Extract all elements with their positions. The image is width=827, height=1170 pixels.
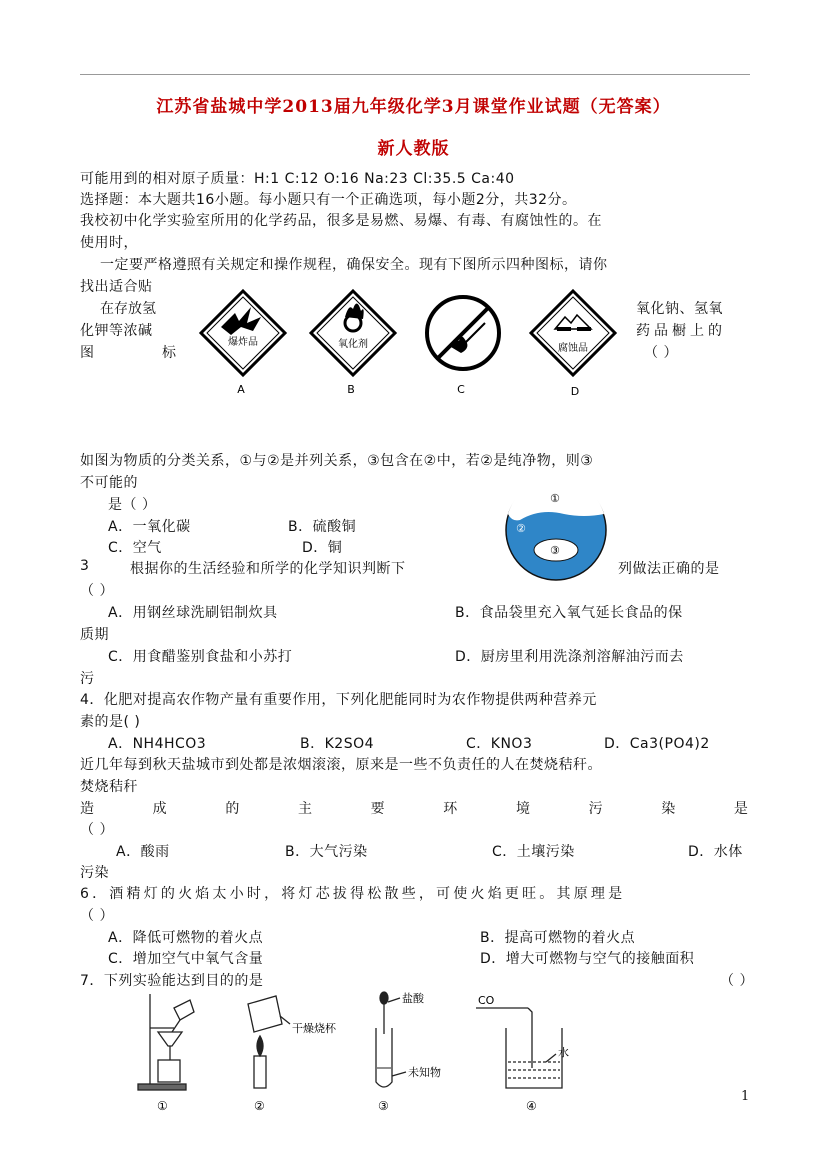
fig1-filtration	[138, 994, 194, 1090]
svg-text:腐蚀品: 腐蚀品	[558, 343, 588, 354]
q5-line2: 焚烧秸秆	[80, 779, 138, 795]
corrosive-sign	[531, 291, 615, 375]
q3-option-d-cont: 污	[80, 671, 95, 687]
svg-text:①: ①	[550, 492, 560, 505]
page-number: 1	[741, 1089, 750, 1104]
sign-letter-b: B	[347, 383, 355, 396]
page-title: 江苏省盐城中学2013届九年级化学3月课堂作业试题（无答案）	[156, 97, 671, 117]
explosive-sign	[201, 291, 285, 375]
label-co: CO	[478, 994, 495, 1007]
sign-letter-d: D	[570, 385, 580, 398]
fig-num-1: ①	[157, 1099, 168, 1113]
sign-letter-a: A	[237, 383, 245, 396]
fig-num-4: ④	[526, 1099, 537, 1113]
svg-text:爆炸品: 爆炸品	[228, 337, 258, 348]
q1-line1: 我校初中化学实验室所用的化学药品，很多是易燃、易爆、有毒、有腐蚀性的。在	[80, 213, 602, 229]
q1-paren: （ ）	[644, 345, 678, 361]
q3-option-a: A．用钢丝球洗刷铝制炊具	[108, 605, 278, 621]
label-dry-beaker: 干燥烧杯	[292, 1022, 336, 1035]
page-subtitle: 新人教版	[377, 139, 450, 159]
fig-num-2: ②	[254, 1099, 265, 1113]
experiment-figures	[130, 988, 590, 1116]
q2-line1: 如图为物质的分类关系，①与②是并列关系，③包含在②中，若②是纯净物，则③	[80, 453, 594, 469]
q6-option-c: C．增加空气中氧气含量	[108, 951, 264, 967]
q2-option-d: D．铜	[302, 540, 343, 556]
q5-option-c: C．土壤污染	[492, 844, 575, 860]
fig2-candle	[248, 996, 290, 1088]
q5-paren: （ ）	[80, 822, 114, 838]
q3-option-d: D．厨房里利用洗涤剂溶解油污而去	[455, 649, 684, 665]
svg-text:氧化剂: 氧化剂	[338, 339, 368, 350]
sign-letter-c: C	[457, 383, 465, 396]
q3-option-c: C．用食醋鉴别食盐和小苏打	[108, 649, 293, 665]
classification-diagram	[500, 478, 612, 582]
q5-line3: 造 成 的 主 要 环 境 污 染 是	[80, 801, 748, 817]
q6-option-b: B．提高可燃物的着火点	[480, 930, 636, 946]
fig4-co-water	[476, 1008, 562, 1088]
q1-left-2: 化钾等浓碱	[80, 323, 153, 339]
label-hydrochloric-acid: 盐酸	[402, 992, 424, 1005]
q6-paren: （ ）	[80, 908, 114, 924]
q1-left-3: 图 标	[80, 345, 176, 361]
q6-line1: 6．酒精灯的火焰太小时，将灯芯拔得松散些，可使火焰更旺。其原理是	[80, 886, 626, 902]
svg-text:③: ③	[550, 544, 560, 557]
q4-option-b: B．K2SO4	[300, 736, 375, 752]
q1-left-1: 在存放氢	[100, 301, 156, 317]
q5-line1: 近几年每到秋天盐城市到处都是浓烟滚滚，原来是一些不负责任的人在焚烧秸秆。	[80, 757, 602, 773]
q7-paren: （ ）	[720, 973, 754, 989]
header-rule	[80, 74, 750, 75]
q1-right-1: 氧化钠、氢氧	[636, 301, 723, 317]
svg-text:②: ②	[516, 522, 526, 535]
q2-option-c: C．空气	[108, 540, 162, 556]
q3-stem-right: 列做法正确的是	[618, 561, 720, 577]
q2-line2: 不可能的	[80, 475, 138, 491]
q4-option-a: A．NH4HCO3	[108, 736, 207, 752]
q4-line1: 4．化肥对提高农作物产量有重要作用，下列化肥能同时为农作物提供两种营养元	[80, 692, 597, 708]
atomic-masses: 可能用到的相对原子质量：H:1 C:12 O:16 Na:23 Cl:35.5 Ca:40	[80, 171, 515, 187]
q1-line2: 使用时，	[80, 235, 138, 251]
q6-option-d: D．增大可燃物与空气的接触面积	[480, 951, 695, 967]
q2-option-b: B．硫酸铜	[288, 519, 357, 535]
q3-option-b: B．食品袋里充入氧气延长食品的保	[455, 605, 683, 621]
q3-stem-left: 根据你的生活经验和所学的化学知识判断下	[130, 561, 406, 577]
hazard-signs	[195, 283, 625, 403]
label-unknown-substance: 未知物	[408, 1066, 441, 1079]
q4-line2: 素的是( )	[80, 714, 141, 730]
q3-paren: （ ）	[80, 583, 114, 599]
q1-line4: 找出适合贴	[80, 279, 153, 295]
q6-option-a: A．降低可燃物的着火点	[108, 930, 264, 946]
q4-option-c: C．KNO3	[466, 736, 533, 752]
q3-option-b-cont: 质期	[80, 627, 109, 643]
no-fire-sign	[427, 297, 499, 369]
q1-right-2: 药品橱上的	[636, 323, 726, 339]
instructions: 选择题：本大题共16小题。每小题只有一个正确选项，每小题2分，共32分。	[80, 192, 577, 208]
q4-option-d: D．Ca3(PO4)2	[604, 736, 710, 752]
q5-option-d-cont: 污染	[80, 865, 109, 881]
q5-option-d: D．水体	[688, 844, 743, 860]
q7-line1: 7．下列实验能达到目的的是	[80, 973, 264, 989]
q3-num: 3	[80, 558, 90, 574]
q5-option-a: A．酸雨	[116, 844, 170, 860]
label-water: 水	[558, 1046, 569, 1059]
q2-line3: 是（ ）	[108, 497, 157, 513]
fig-num-3: ③	[378, 1099, 389, 1113]
q5-option-b: B．大气污染	[285, 844, 368, 860]
q2-option-a: A．一氧化碳	[108, 519, 191, 535]
oxidizer-sign	[311, 291, 395, 375]
q1-line3: 一定要严格遵照有关规定和操作规程，确保安全。现有下图所示四种图标，请你	[100, 257, 608, 273]
fig3-test-tube	[376, 992, 406, 1087]
